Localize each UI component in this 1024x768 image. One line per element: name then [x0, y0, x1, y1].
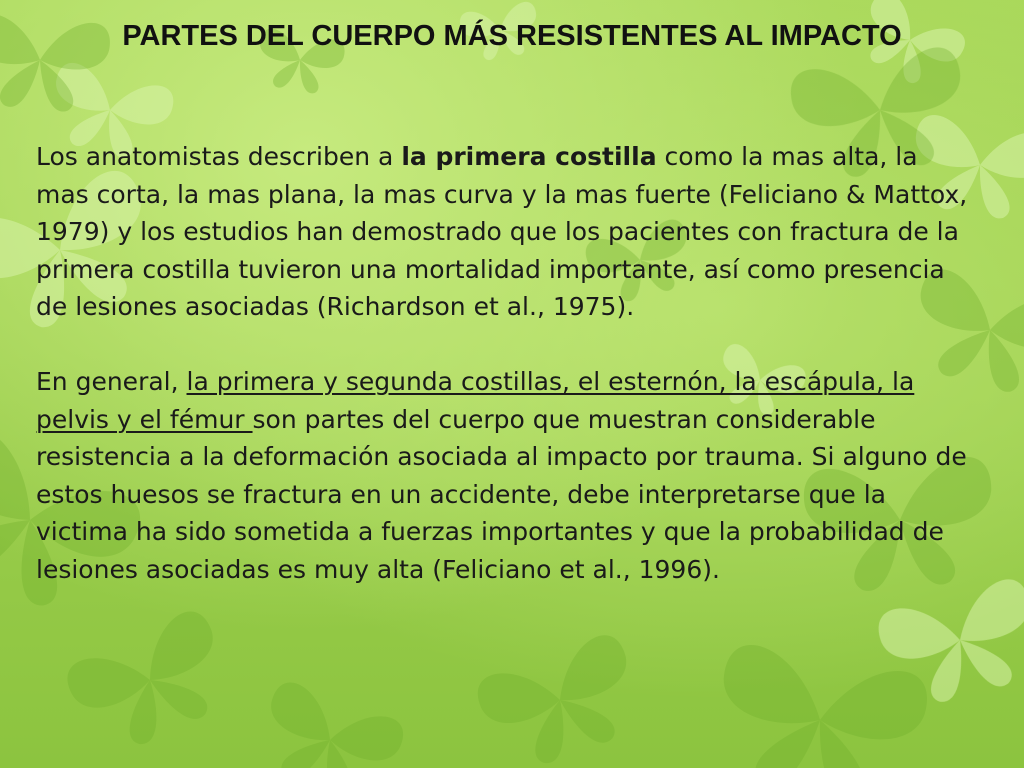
highlight-first-rib: la primera costilla [401, 142, 657, 171]
slide-body [36, 138, 976, 588]
slide-title: PARTES DEL CUERPO MÁS RESISTENTES AL IMPACTO [122, 20, 902, 52]
paragraph-first-rib [36, 138, 976, 326]
paragraph-1-intro: Los anatomistas describen a [36, 142, 402, 171]
paragraph-1-text: como la mas alta, la mas corta, la mas plana, la mas curva y la mas fuerte (Feliciano & Mattox, 1979) y los estudios han demostrado que los pacientes con fractura de la primera costilla tuvieron una mortalidad importante, así como presencia de lesiones asociadas (Richardson et al., 1975). [36, 142, 968, 321]
paragraph-2-text: son partes del cuerpo que muestran considerable resistencia a la deformación asociada al impacto por trauma. Si alguno de estos huesos se fractura en un accidente, debe interpretarse que la victima ha sido sometida a fuerzas importantes y que la probabilidad de lesiones asociadas es muy alta (Feliciano et al., 1996). [36, 404, 967, 584]
underlined-bone-list: la primera y segunda costillas, el esternón, la escápula, la pelvis y el fémur [36, 367, 915, 434]
paragraph-2-intro: En general, [36, 367, 187, 396]
paragraph-resistant-bones [36, 363, 976, 588]
